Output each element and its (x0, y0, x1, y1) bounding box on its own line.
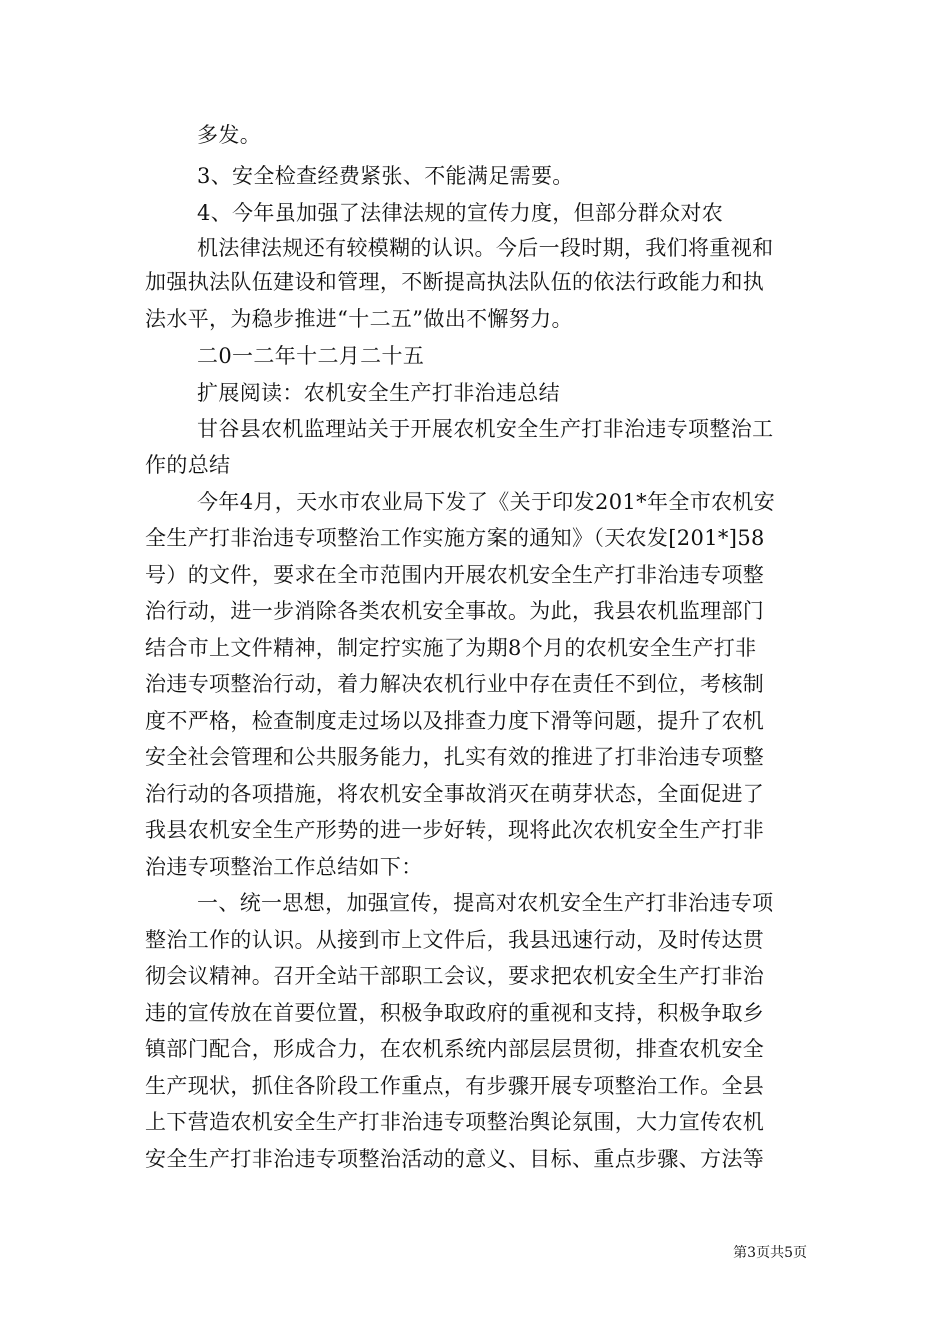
text-line: 治违专项整治工作总结如下： (145, 855, 423, 879)
text-line: 整治工作的认识。从接到市上文件后，我县迅速行动，及时传达贯 (145, 928, 765, 952)
text-line: 治行动的各项措施，将农机安全事故消灭在萌芽状态，全面促进了 (145, 782, 765, 806)
text-line: 法水平，为稳步推进“十二五”做出不懈努力。 (145, 307, 573, 331)
text-line: 二0一二年十二月二十五 (197, 344, 425, 368)
text-line: 镇部门配合，形成合力，在农机系统内部层层贯彻，排查农机安全 (145, 1037, 765, 1061)
text-line: 3、安全检查经费紧张、不能满足需要。 (197, 164, 574, 188)
text-line: 我县农机安全生产形势的进一步好转，现将此次农机安全生产打非 (145, 818, 765, 842)
text-line: 作的总结 (145, 453, 231, 477)
text-line: 违的宣传放在首要位置，积极争取政府的重视和支持，积极争取乡 (145, 1001, 765, 1025)
text-line: 机法律法规还有较模糊的认识。今后一段时期，我们将重视和 (197, 236, 774, 260)
text-line: 今年4月，天水市农业局下发了《关于印发201*年全市农机安 (197, 490, 776, 514)
text-line: 多发。 (197, 123, 262, 147)
text-line: 甘谷县农机监理站关于开展农机安全生产打非治违专项整治工 (197, 417, 774, 441)
text-line: 安全社会管理和公共服务能力，扎实有效的推进了打非治违专项整 (145, 745, 765, 769)
text-line: 上下营造农机安全生产打非治违专项整治舆论氛围，大力宣传农机 (145, 1110, 765, 1134)
text-line: 度不严格，检查制度走过场以及排查力度下滑等问题，提升了农机 (145, 709, 765, 733)
text-line: 全生产打非治违专项整治工作实施方案的通知》（天农发[201*]58 (145, 526, 765, 550)
text-line: 生产现状，抓住各阶段工作重点，有步骤开展专项整治工作。全县 (145, 1074, 765, 1098)
text-line: 治行动，进一步消除各类农机安全事故。为此，我县农机监理部门 (145, 599, 765, 623)
text-line: 加强执法队伍建设和管理，不断提高执法队伍的依法行政能力和执 (145, 270, 765, 294)
page-number: 第3页共5页 (733, 1245, 807, 1261)
text-line: 4、今年虽加强了法律法规的宣传力度，但部分群众对农 (197, 201, 724, 225)
text-line: 治违专项整治行动，着力解决农机行业中存在责任不到位，考核制 (145, 672, 765, 696)
text-line: 号）的文件，要求在全市范围内开展农机安全生产打非治违专项整 (145, 563, 765, 587)
text-line: 一、统一思想，加强宣传，提高对农机安全生产打非治违专项 (197, 891, 774, 915)
text-line: 结合市上文件精神，制定拧实施了为期8个月的农机安全生产打非 (145, 636, 757, 660)
text-line: 彻会议精神。召开全站干部职工会议，要求把农机安全生产打非治 (145, 964, 765, 988)
text-line: 安全生产打非治违专项整治活动的意义、目标、重点步骤、方法等 (145, 1147, 765, 1171)
text-line: 扩展阅读：农机安全生产打非治违总结 (197, 381, 560, 405)
